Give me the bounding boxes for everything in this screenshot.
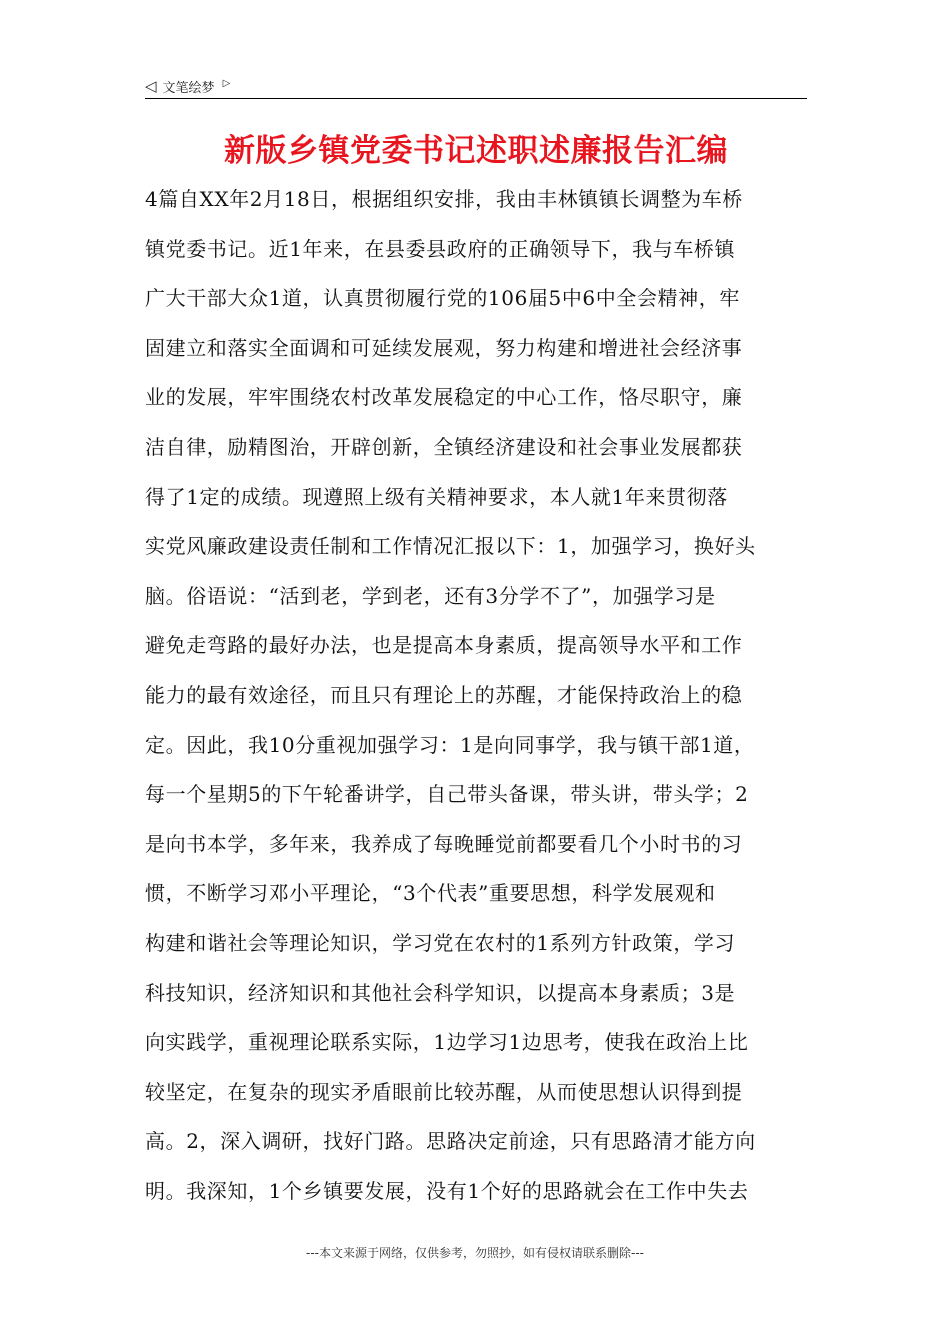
body-text-line: 广大干部大众1道，认真贯彻履行党的106届5中6中全会精神，牢 — [145, 286, 740, 311]
body-text-line: 脑。俗语说：“活到老，学到老，还有3分学不了”，加强学习是 — [145, 583, 716, 608]
body-text-line: 是向书本学，多年来，我养成了每晚睡觉前都要看几个小时书的习 — [145, 831, 743, 856]
body-text-line: 洁自律，励精图治，开辟创新，全镇经济建设和社会事业发展都获 — [145, 434, 743, 459]
body-text-line: 构建和谐社会等理论知识，学习党在农村的1系列方针政策，学习 — [145, 930, 736, 955]
body-text-line: 惯，不断学习邓小平理论，“3个代表”重要思想，科学发展观和 — [145, 881, 716, 906]
body-text-line: 每一个星期5的下午轮番讲学，自己带头备课，带头讲，带头学；2 — [145, 782, 749, 807]
page-header — [145, 74, 807, 99]
document-title: 新版乡镇党委书记述职述廉报告汇编 — [224, 133, 728, 169]
body-text-line: 定。因此，我10分重视加强学习：1是向同事学，我与镇干部1道， — [145, 732, 755, 757]
body-text-line: 实党风廉政建设责任制和工作情况汇报以下：1，加强学习，换好头 — [145, 534, 756, 559]
body-text-line: 较坚定，在复杂的现实矛盾眼前比较苏醒，从而使思想认识得到提 — [145, 1079, 743, 1104]
left-triangle-icon: ◁ — [145, 76, 157, 95]
body-text-line: 业的发展，牢牢围绕农村改革发展稳定的中心工作，恪尽职守，廉 — [145, 385, 743, 410]
body-text-line: 明。我深知，1个乡镇要发展，没有1个好的思路就会在工作中失去 — [145, 1178, 749, 1203]
document-body — [145, 175, 820, 1216]
body-text-line: 能力的最有效途径，而且只有理论上的苏醒，才能保持政治上的稳 — [145, 682, 743, 707]
page-footer-disclaimer: ---本文来源于网络，仅供参考，勿照抄，如有侵权请联系删除--- — [306, 1246, 644, 1260]
body-text-line: 得了1定的成绩。现遵照上级有关精神要求，本人就1年来贯彻落 — [145, 484, 728, 509]
body-text-line: 高。2，深入调研，找好门路。思路决定前途，只有思路清才能方向 — [145, 1129, 756, 1154]
body-text-line: 镇党委书记。近1年来，在县委县政府的正确领导下，我与车桥镇 — [145, 236, 736, 261]
right-triangle-icon: ▷ — [222, 78, 231, 89]
body-text-line: 科技知识，经济知识和其他社会科学知识，以提高本身素质；3是 — [145, 980, 736, 1005]
body-text-line: 4篇自XX年2月18日，根据组织安排，我由丰林镇镇长调整为车桥 — [145, 187, 743, 211]
body-text-line: 固建立和落实全面调和可延续发展观，努力构建和增进社会经济事 — [145, 335, 743, 360]
header-brand: 文笔绘梦 — [162, 80, 215, 96]
body-text-line: 向实践学，重视理论联系实际，1边学习1边思考，使我在政治上比 — [145, 1030, 749, 1055]
body-text-line: 避免走弯路的最好办法，也是提高本身素质，提高领导水平和工作 — [145, 633, 743, 658]
